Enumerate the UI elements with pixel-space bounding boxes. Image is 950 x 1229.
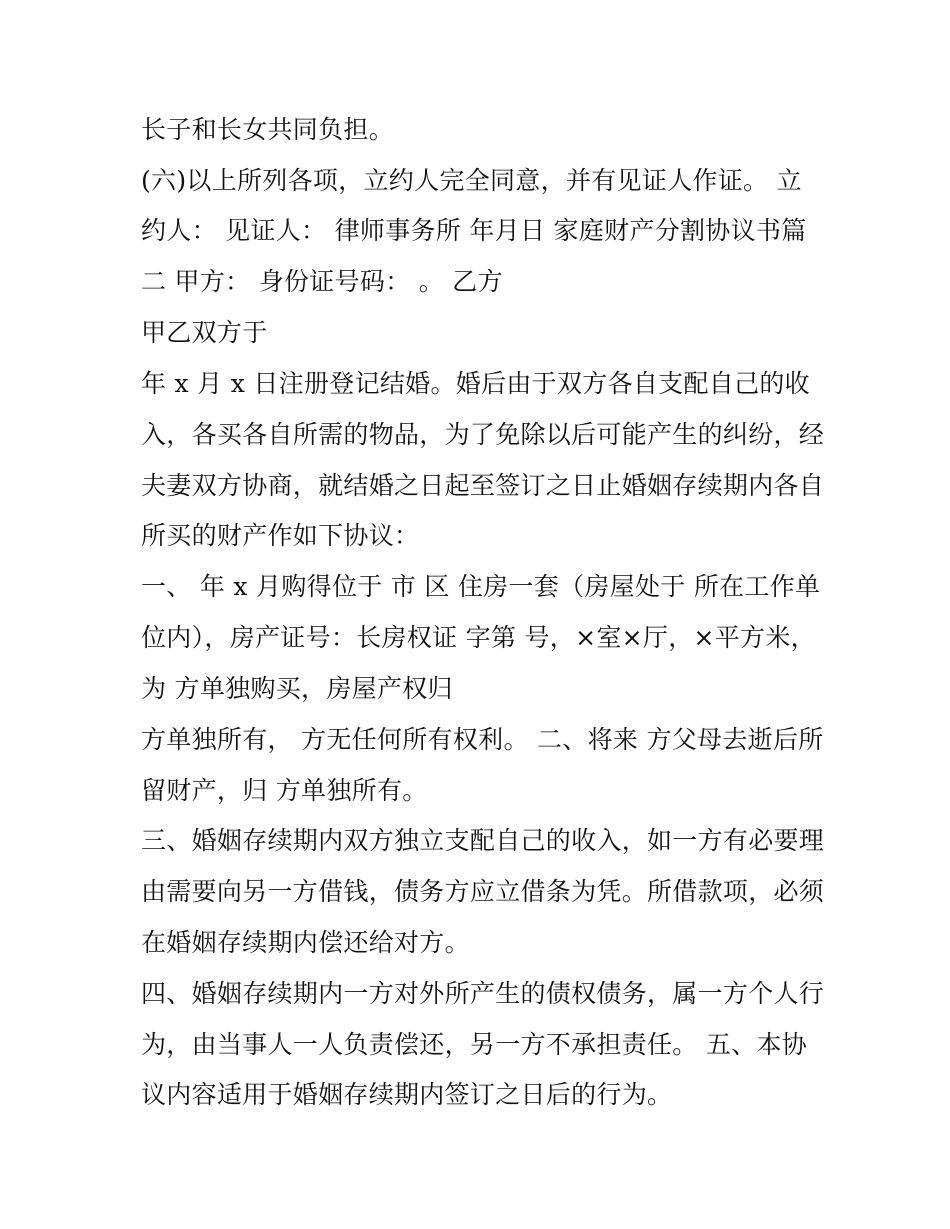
text-line: 一、 年 x 月购得位于 市 区 住房一套（房屋处于 所在工作单 — [141, 572, 821, 601]
text-line: 夫妻双方协商，就结婚之日起至签订之日止婚姻存续期内各自 — [141, 471, 825, 500]
text-line: 甲乙双方于 — [141, 318, 268, 347]
text-line: 方单独所有， 方无任何所有权利。 二、将来 方父母去逝后所 — [141, 725, 824, 754]
text-line: 四、婚姻存续期内一方对外所产生的债权债务，属一方个人行 — [141, 979, 825, 1008]
text-line: 入，各买各自所需的物品，为了免除以后可能产生的纠纷，经 — [141, 420, 825, 449]
text-line: 所买的财产作如下协议： — [141, 521, 420, 550]
text-line: 由需要向另一方借钱，债务方应立借条为凭。所借款项，必须 — [141, 877, 825, 906]
text-line: 二 甲方： 身份证号码： 。 乙方 — [141, 267, 503, 296]
text-line: (六)以上所列各项，立约人完全同意，并有见证人作证。 立 — [141, 166, 802, 195]
text-line: 长子和长女共同负担。 — [141, 115, 395, 144]
text-line: 为，由当事人一人负责偿还，另一方不承担责任。 五、本协 — [141, 1030, 808, 1059]
text-line: 约人： 见证人： 律师事务所 年月日 家庭财产分割协议书篇 — [141, 216, 807, 245]
text-line: 留财产，归 方单独所有。 — [141, 776, 428, 805]
text-line: 年 x 月 x 日注册登记结婚。婚后由于双方各自支配自己的收 — [141, 369, 810, 398]
text-line: 三、婚姻存续期内双方独立支配自己的收入，如一方有必要理 — [141, 826, 825, 855]
text-line: 为 方单独购买，房屋产权归 — [141, 674, 453, 703]
text-line: 位内），房产证号：长房权证 字第 号，×室×厅，×平方米， — [141, 623, 816, 652]
text-line: 议内容适用于婚姻存续期内签订之日后的行为。 — [141, 1080, 673, 1109]
text-line: 在婚姻存续期内偿还给对方。 — [141, 928, 470, 957]
